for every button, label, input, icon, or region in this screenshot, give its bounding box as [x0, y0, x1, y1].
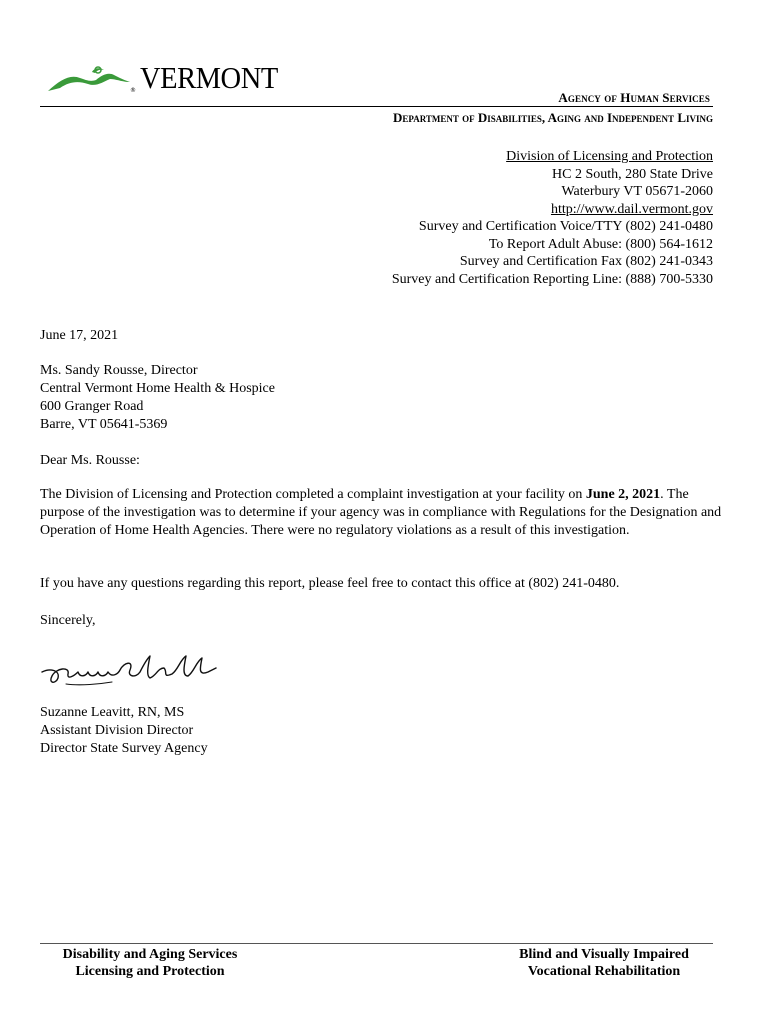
abuse-phone: To Report Adult Abuse: (800) 564-1612: [488, 236, 713, 252]
recipient-name: Ms. Sandy Rousse, Director: [40, 363, 198, 378]
recipient-block: [40, 362, 730, 434]
paragraph-contact: If you have any questions regarding this report, please feel free to contact this office at (802) 241-0480.: [40, 576, 620, 591]
voice-phone: Survey and Certification Voice/TTY (802) 241-0480: [418, 219, 713, 234]
investigation-date: June 2, 2021: [585, 487, 661, 502]
footer-left-line2: Licensing and Protection: [75, 964, 225, 979]
street-address: HC 2 South, 280 State Drive: [552, 166, 713, 182]
reporting-line: Survey and Certification Reporting Line: (888) 700-5330: [391, 271, 713, 287]
handwritten-signature: [40, 650, 220, 694]
footer-left: [44, 946, 256, 980]
para1-text-a: The Division of Licensing and Protection completed a complaint investigation at your facility on: [40, 487, 586, 502]
agency-name: Agency of Human Services: [558, 90, 710, 105]
signer-name: Suzanne Leavitt, RN, MS: [40, 705, 185, 720]
city-address: Waterbury VT 05671-2060: [561, 184, 713, 199]
footer-right-line2: Vocational Rehabilitation: [527, 964, 681, 979]
closing: Sincerely,: [40, 613, 96, 628]
vermont-logo: [46, 60, 286, 100]
signer-role: Director State Survey Agency: [40, 741, 208, 756]
division-address: [392, 148, 713, 288]
division-name: Division of Licensing and Protection: [506, 149, 713, 164]
letter-date: June 17, 2021: [40, 328, 119, 343]
recipient-street: 600 Granger Road: [40, 399, 144, 414]
footer-right-line1: Blind and Visually Impaired: [519, 947, 689, 962]
paragraph-investigation: [40, 486, 730, 540]
logo-wordmark: VERMONT: [140, 60, 278, 95]
fax-number: Survey and Certification Fax (802) 241-0343: [459, 254, 713, 269]
website-link[interactable]: http://www.dail.vermont.gov: [550, 201, 713, 217]
signer-block: [40, 704, 730, 758]
signer-title: Assistant Division Director: [40, 723, 194, 738]
svg-text:®: ®: [130, 87, 136, 94]
recipient-org: Central Vermont Home Health & Hospice: [40, 381, 275, 396]
salutation: Dear Ms. Rousse:: [40, 453, 140, 468]
header-divider: [40, 106, 713, 107]
department-name: Department of Disabilities, Aging and Independent Living: [393, 110, 713, 125]
footer-right: [500, 946, 708, 980]
footer-divider: [40, 943, 713, 944]
footer-left-line1: Disability and Aging Services: [62, 947, 238, 962]
para1-text-b: . The purpose of the investigation was to determine if your agency was in compliance with Regulations for the Designation and Operation of Home Health Agencies. There were no regulatory violations as a result of this investigation.: [40, 487, 722, 538]
recipient-city: Barre, VT 05641-5369: [40, 417, 168, 432]
mountain-logo-icon: [46, 60, 146, 100]
